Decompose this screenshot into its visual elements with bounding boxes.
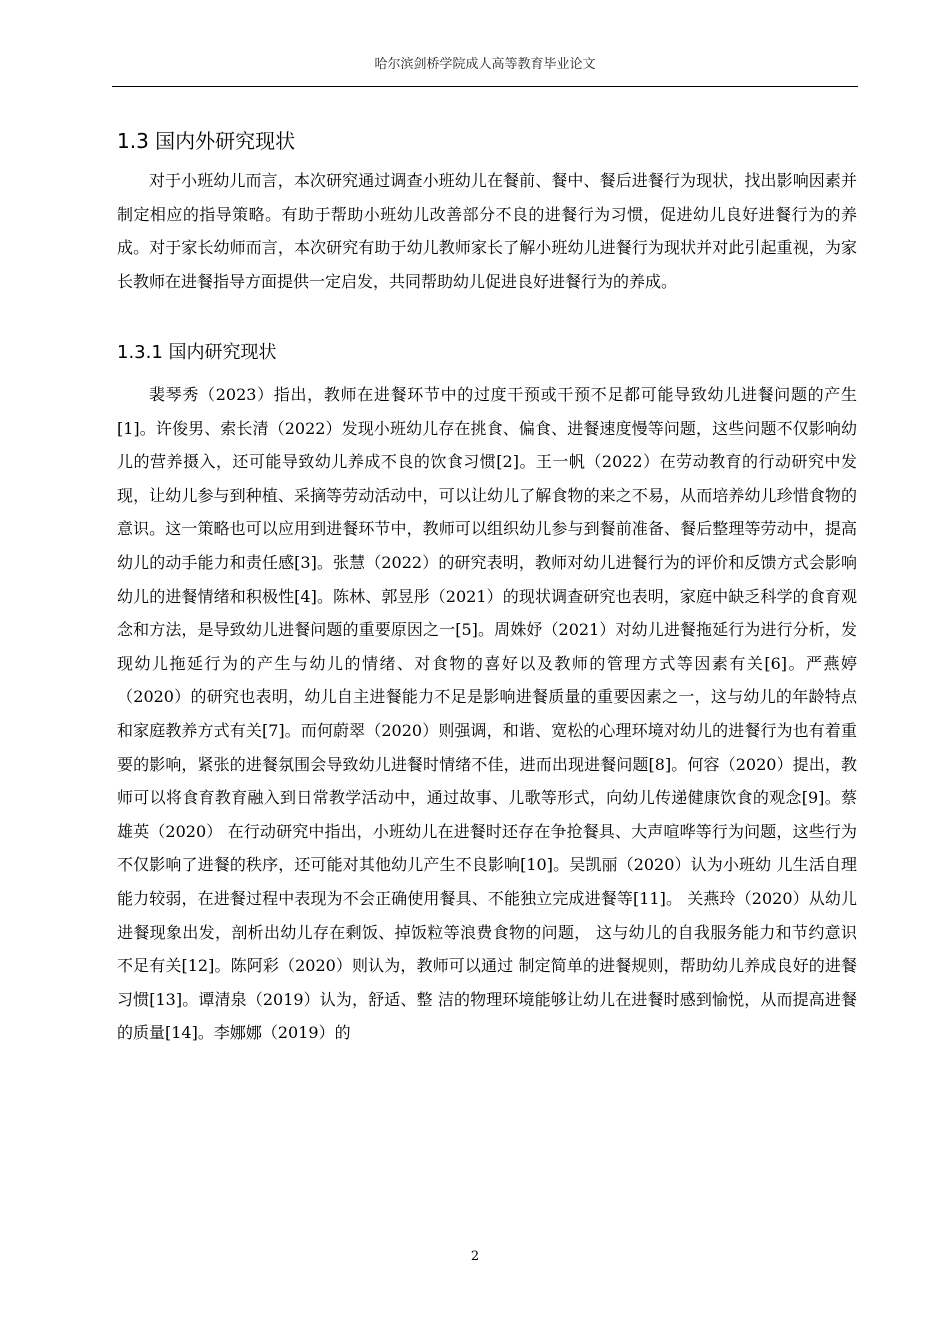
page-number: 2	[470, 1249, 480, 1264]
section-heading: 1.3 国内外研究现状	[117, 129, 296, 153]
header-divider	[112, 86, 858, 87]
section-paragraph: 对于小班幼儿而言，本次研究通过调查小班幼儿在餐前、餐中、餐后进餐行为现状，找出影响因素并制定相应的指导策略。有助于帮助小班幼儿改善部分不良的进餐行为习惯，促进幼儿良好进餐行为的养成。对于家长幼师而言，本次研究有助于幼儿教师家长了解小班幼儿进餐行为现状并对此引起重视，为家长教师在进餐指导方面提供一定启发，共同帮助幼儿促进良好进餐行为的养成。	[117, 171, 857, 291]
subsection-paragraph: 裴琴秀（2023）指出，教师在进餐环节中的过度干预或干预不足都可能导致幼儿进餐问题的产生[1]。许俊男、索长清（2022）发现小班幼儿存在挑食、偏食、进餐速度慢等问题，这些问题不仅影响幼儿的营养摄入，还可能导致幼儿养成不良的饮食习惯[2]。王一帆（2022）在劳动教育的行动研究中发现，让幼儿参与到种植、采摘等劳动活动中，可以让幼儿了解食物的来之不易，从而培养幼儿珍惜食物的意识。这一策略也可以应用到进餐环节中，教师可以组织幼儿参与到餐前准备、餐后整理等劳动中，提高幼儿的动手能力和责任感[3]。张慧（2022）的研究表明，教师对幼儿进餐行为的评价和反馈方式会影响幼儿的进餐情绪和积极性[4]。陈林、郭昱彤（2021）的现状调查研究也表明，家庭中缺乏科学的食育观念和方法，是导致幼儿进餐问题的重要原因之一[5]。周姝妤（2021）对幼儿进餐拖延行为进行分析，发现幼儿拖延行为的产生与幼儿的情绪、对食物的喜好以及教师的管理方式等因素有关[6]。严燕婷（2020）的研究也表明，幼儿自主进餐能力不足是影响进餐质量的重要因素之一，这与幼儿的年龄特点和家庭教养方式有关[7]。而何蔚翠（2020）则强调，和谐、宽松的心理环境对幼儿的进餐行为也有着重要的影响，紧张的进餐氛围会导致幼儿进餐时情绪不佳，进而出现进餐问题[8]。何容（2020）提出，教师可以将食育教育融入到日常教学活动中，通过故事、儿歌等形式，向幼儿传递健康饮食的观念[9]。蔡雄英（2020） 在行动研究中指出，小班幼儿在进餐时还存在争抢餐具、大声喧哗等行为问题，这些行为 不仅影响了进餐的秩序，还可能对其他幼儿产生不良影响[10]。吴凯丽（2020）认为小班幼 儿生活自理能力较弱，在进餐过程中表现为不会正确使用餐具、不能独立完成进餐等[11]。 关燕玲（2020）从幼儿进餐现象出发，剖析出幼儿存在剩饭、掉饭粒等浪费食物的问题， 这与幼儿的自我服务能力和节约意识不足有关[12]。陈阿彩（2020）则认为，教师可以通过 制定简单的进餐规则，帮助幼儿养成良好的进餐习惯[13]。谭清泉（2019）认为，舒适、整 洁的物理环境能够让幼儿在进餐时感到愉悦，从而提高进餐的质量[14]。李娜娜（2019）的	[117, 385, 857, 1043]
page-header: 哈尔滨剑桥学院成人高等教育毕业论文	[374, 57, 596, 72]
subsection-heading: 1.3.1 国内研究现状	[117, 342, 277, 363]
